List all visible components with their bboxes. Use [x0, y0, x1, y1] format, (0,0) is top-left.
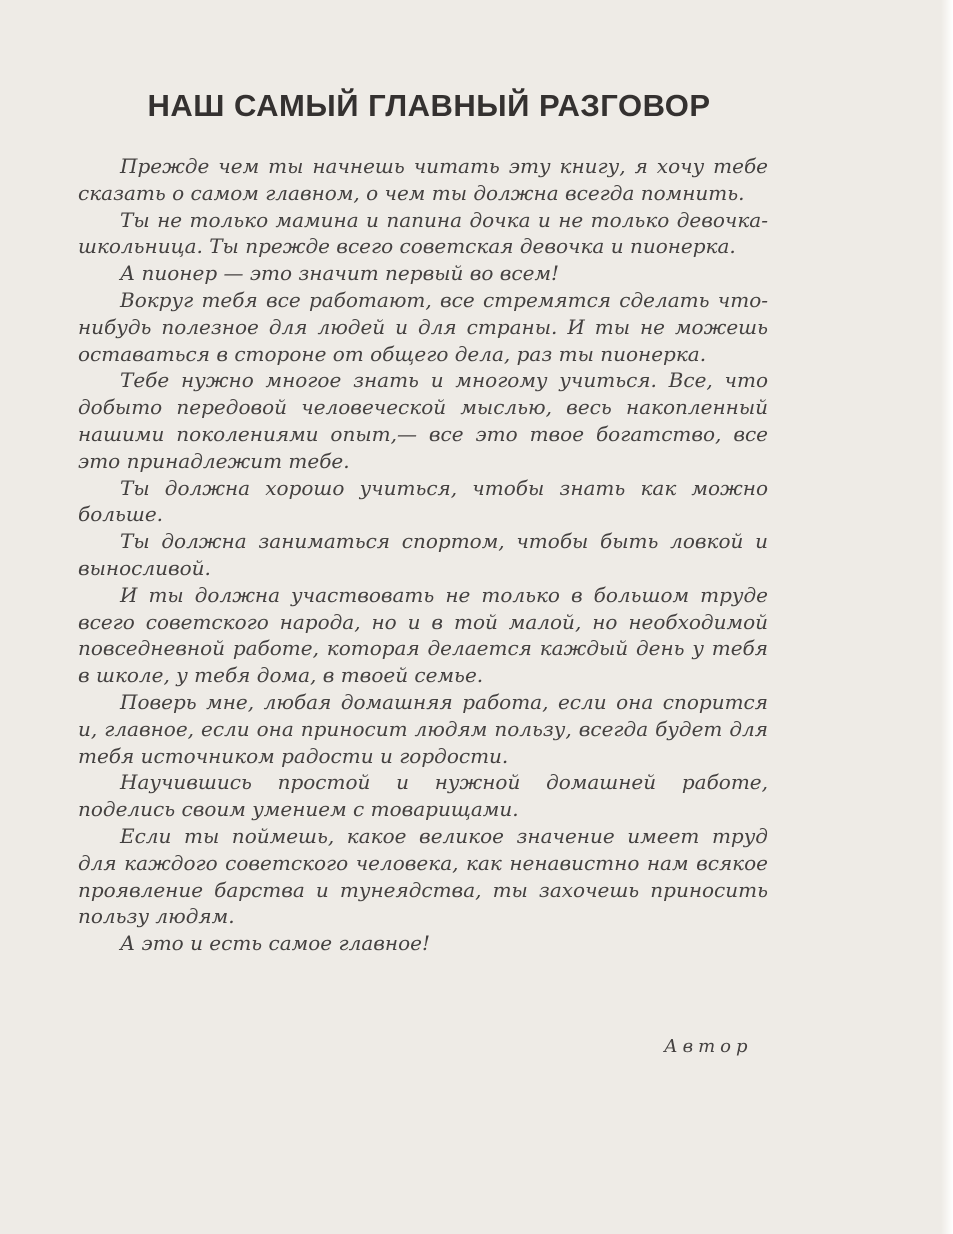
body-text [78, 153, 768, 957]
paragraph-12: А это и есть самое главное! [120, 931, 430, 956]
paragraph-6: Ты должна хорошо учиться, чтобы знать как можно больше. [78, 475, 768, 527]
paragraph-8: И ты должна участвовать не только в большом труде всего советского народа, но и в той малой, но необходимой повседневной работе, которая делается каждый день у тебя в школе, у тебя дома, в твоей семье. [78, 582, 768, 688]
paragraph-1: Прежде чем ты начнешь читать эту книгу, я хочу тебе сказать о самом главном, о чем ты должна всегда помнить. [78, 154, 768, 205]
paragraph-2: Ты не только мамина и папина дочка и не только девочка-школьница. Ты прежде всего советская девочка и пионерка. [78, 207, 768, 259]
author-signature: Автор [664, 1036, 753, 1057]
paragraph-7: Ты должна заниматься спортом, чтобы быть ловкой и выносливой. [78, 529, 768, 580]
page-edge [941, 0, 953, 1234]
paragraph-11: Если ты поймешь, какое великое значение имеет труд для каждого советского человека, как ненавистно нам всякое проявление барства и тунеядства, ты захочешь приносить пользу людям. [78, 823, 768, 929]
paragraph-5: Тебе нужно многое знать и многому учиться. Все, что добыто передовой человеческой мыслью, весь накопленный нашими поколениями опыт,— все это твое богатство, все это принадлежит тебе. [78, 368, 768, 473]
page-title: НАШ САМЫЙ ГЛАВНЫЙ РАЗГОВОР [147, 88, 711, 123]
paragraph-4: Вокруг тебя все работают, все стремятся сделать что-нибудь полезное для людей и для страны. И ты не можешь оставаться в стороне от общего дела, раз ты пионерка. [78, 287, 768, 366]
paragraph-9: Поверь мне, любая домашняя работа, если она спорится и, главное, если она приносит людям пользу, всегда будет для тебя источником радости и гордости. [78, 689, 768, 768]
paragraph-10: Научившись простой и нужной домашней работе, поделись своим умением с товарищами. [78, 770, 768, 822]
paragraph-3: А пионер — это значит первый во всем! [120, 261, 560, 286]
